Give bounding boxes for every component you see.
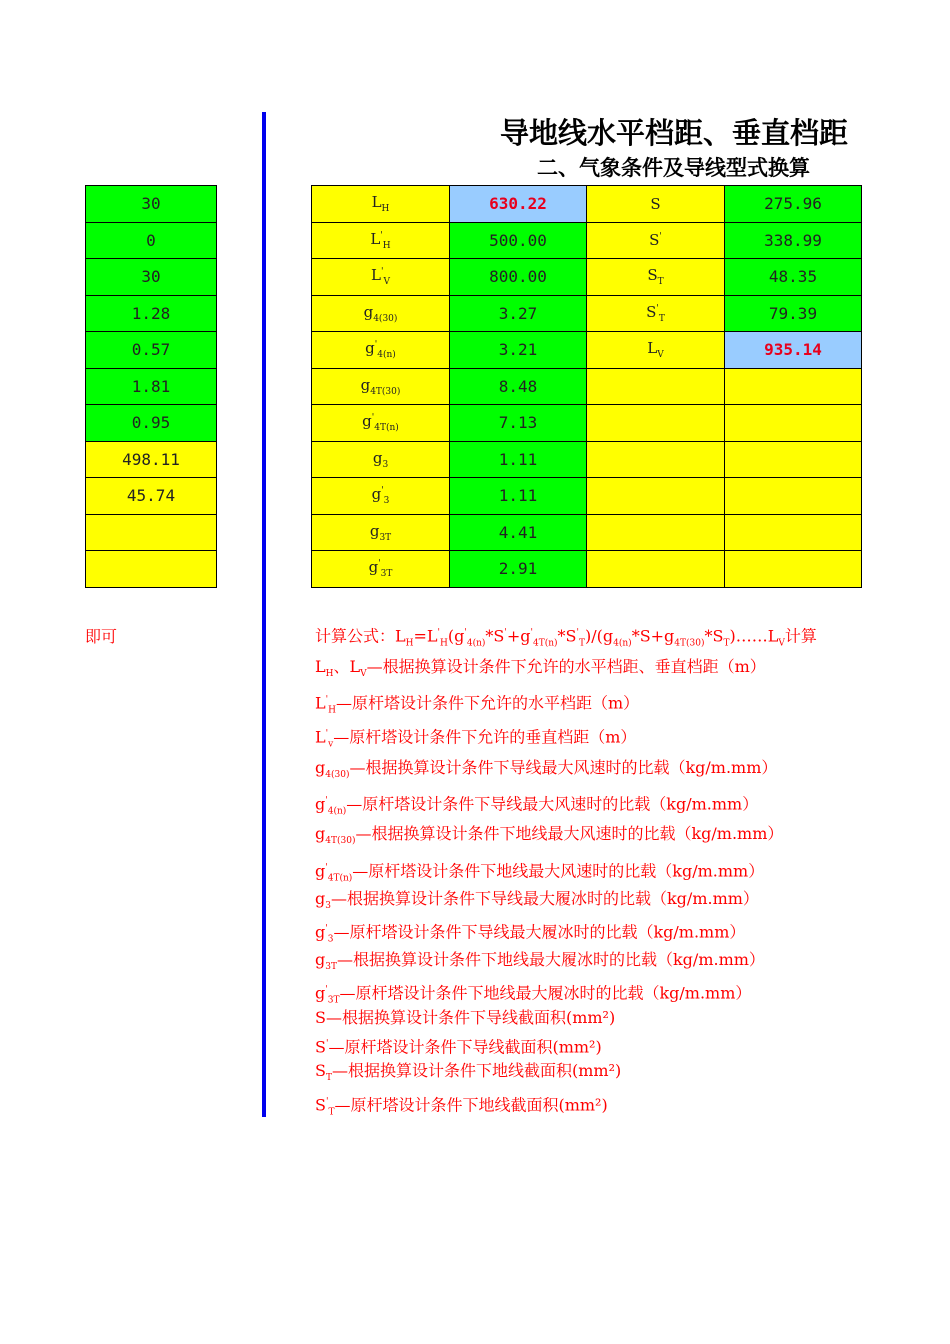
table-row bbox=[312, 222, 862, 259]
empty-cell[interactable] bbox=[587, 514, 725, 551]
value-cell[interactable]: 800.00 bbox=[450, 259, 587, 296]
table-row bbox=[312, 478, 862, 515]
left-cell[interactable] bbox=[86, 514, 217, 551]
table-row bbox=[312, 368, 862, 405]
empty-cell[interactable] bbox=[587, 368, 725, 405]
definition-item: $L'_v—$原杆塔设计条件下允许的垂直档距（m） bbox=[315, 727, 637, 750]
definition-item: S—根据换算设计条件下导线截面积(mm²) bbox=[315, 1008, 616, 1027]
table-row bbox=[312, 405, 862, 442]
definition-item: $g_{4T(30)}—$根据换算设计条件下地线最大风速时的比载（kg/m.mm） bbox=[315, 824, 784, 847]
definition-item: $L'_H—$原杆塔设计条件下允许的水平档距（m） bbox=[315, 693, 640, 716]
definition-item: S'—原杆塔设计条件下导线截面积(mm²) bbox=[315, 1037, 602, 1057]
symbol-cell: $g_{3T}$ bbox=[312, 514, 450, 551]
symbol-cell: S' bbox=[587, 222, 725, 259]
definition-item: $S_T—$根据换算设计条件下地线截面积(mm²) bbox=[315, 1061, 622, 1084]
empty-cell[interactable] bbox=[725, 551, 862, 588]
symbol-cell: $L'_H$ bbox=[312, 222, 450, 259]
table-row bbox=[312, 295, 862, 332]
value-cell[interactable]: 1.11 bbox=[450, 478, 587, 515]
left-cell[interactable]: 0.95 bbox=[86, 405, 217, 442]
definition-item: $S'_T—$原杆塔设计条件下地线截面积(mm²) bbox=[315, 1095, 608, 1118]
formula-line: 计算公式：$L_H=L'_H(g'_{4(n)}*S'+g'_{4T(n)}*S'_T)/(g_{4(n)}*S+g_{4T(30)}*S_T)\dots\dots L_V$计算 bbox=[315, 626, 817, 649]
left-cell[interactable]: 1.81 bbox=[86, 368, 217, 405]
empty-cell[interactable] bbox=[725, 368, 862, 405]
left-cell[interactable]: 498.11 bbox=[86, 441, 217, 478]
empty-cell[interactable] bbox=[725, 514, 862, 551]
symbol-cell: $L'_V$ bbox=[312, 259, 450, 296]
symbol-cell: $g'_{3T}$ bbox=[312, 551, 450, 588]
value-cell[interactable]: 630.22 bbox=[450, 186, 587, 223]
symbol-cell: $g_3$ bbox=[312, 441, 450, 478]
empty-cell[interactable] bbox=[587, 441, 725, 478]
symbol-cell: $g'_{4(n)}$ bbox=[312, 332, 450, 369]
left-input-column bbox=[85, 185, 217, 588]
value-cell[interactable]: 8.48 bbox=[450, 368, 587, 405]
empty-cell[interactable] bbox=[587, 478, 725, 515]
vertical-divider bbox=[262, 112, 266, 1117]
page-title: 导地线水平档距、垂直档距 bbox=[500, 116, 849, 150]
value-cell[interactable]: 48.35 bbox=[725, 259, 862, 296]
value-cell[interactable]: 935.14 bbox=[725, 332, 862, 369]
definition-item: $g'_{4(n)}—$原杆塔设计条件下导线最大风速时的比载（kg/m.mm） bbox=[315, 794, 759, 817]
value-cell[interactable]: 79.39 bbox=[725, 295, 862, 332]
table-row bbox=[312, 332, 862, 369]
definition-item: $L_H$、$L_V—$根据换算设计条件下允许的水平档距、垂直档距（m） bbox=[315, 657, 766, 680]
left-cell[interactable]: 0.57 bbox=[86, 332, 217, 369]
table-row bbox=[312, 186, 862, 223]
definition-item: $g'_3—$原杆塔设计条件下导线最大履冰时的比载（kg/m.mm） bbox=[315, 922, 746, 945]
symbol-cell: $g'_{4T(n)}$ bbox=[312, 405, 450, 442]
value-cell[interactable]: 4.41 bbox=[450, 514, 587, 551]
definition-item: $g_3—$根据换算设计条件下导线最大履冰时的比载（kg/m.mm） bbox=[315, 889, 759, 912]
left-note: 即可 bbox=[85, 627, 118, 646]
symbol-cell: S bbox=[587, 186, 725, 223]
value-cell[interactable]: 338.99 bbox=[725, 222, 862, 259]
table-row bbox=[312, 441, 862, 478]
formula-label: 计算公式： bbox=[315, 626, 396, 646]
empty-cell[interactable] bbox=[725, 478, 862, 515]
table-row bbox=[312, 259, 862, 296]
left-cell[interactable]: 0 bbox=[86, 222, 217, 259]
symbol-cell: $S'_T$ bbox=[587, 295, 725, 332]
value-cell[interactable]: 3.21 bbox=[450, 332, 587, 369]
symbol-cell: $S_T$ bbox=[587, 259, 725, 296]
table-row bbox=[312, 551, 862, 588]
empty-cell[interactable] bbox=[725, 405, 862, 442]
symbol-cell: $g'_3$ bbox=[312, 478, 450, 515]
page-subtitle: 二、气象条件及导线型式换算 bbox=[537, 156, 810, 180]
symbol-cell: $g_{4(30)}$ bbox=[312, 295, 450, 332]
value-cell[interactable]: 1.11 bbox=[450, 441, 587, 478]
left-cell[interactable]: 1.28 bbox=[86, 295, 217, 332]
symbol-cell: $L_H$ bbox=[312, 186, 450, 223]
left-cell[interactable] bbox=[86, 551, 217, 588]
table-row bbox=[312, 514, 862, 551]
value-cell[interactable]: 500.00 bbox=[450, 222, 587, 259]
definition-item: $g_{3T}—$根据换算设计条件下地线最大履冰时的比载（kg/m.mm） bbox=[315, 950, 765, 973]
symbol-cell: $g_{4T(30)}$ bbox=[312, 368, 450, 405]
empty-cell[interactable] bbox=[587, 405, 725, 442]
definition-item: $g_{4(30)}—$根据换算设计条件下导线最大风速时的比载（kg/m.mm） bbox=[315, 758, 778, 781]
symbol-cell: $L_V$ bbox=[587, 332, 725, 369]
definition-item: $g'_{3T}—$原杆塔设计条件下地线最大履冰时的比载（kg/m.mm） bbox=[315, 983, 752, 1006]
parameter-table bbox=[311, 185, 862, 588]
value-cell[interactable]: 7.13 bbox=[450, 405, 587, 442]
value-cell[interactable]: 2.91 bbox=[450, 551, 587, 588]
value-cell[interactable]: 275.96 bbox=[725, 186, 862, 223]
empty-cell[interactable] bbox=[587, 551, 725, 588]
empty-cell[interactable] bbox=[725, 441, 862, 478]
definition-item: $g'_{4T(n)}—$原杆塔设计条件下地线最大风速时的比载（kg/m.mm） bbox=[315, 861, 765, 884]
left-cell[interactable]: 45.74 bbox=[86, 478, 217, 515]
value-cell[interactable]: 3.27 bbox=[450, 295, 587, 332]
left-cell[interactable]: 30 bbox=[86, 186, 217, 223]
left-cell[interactable]: 30 bbox=[86, 259, 217, 296]
